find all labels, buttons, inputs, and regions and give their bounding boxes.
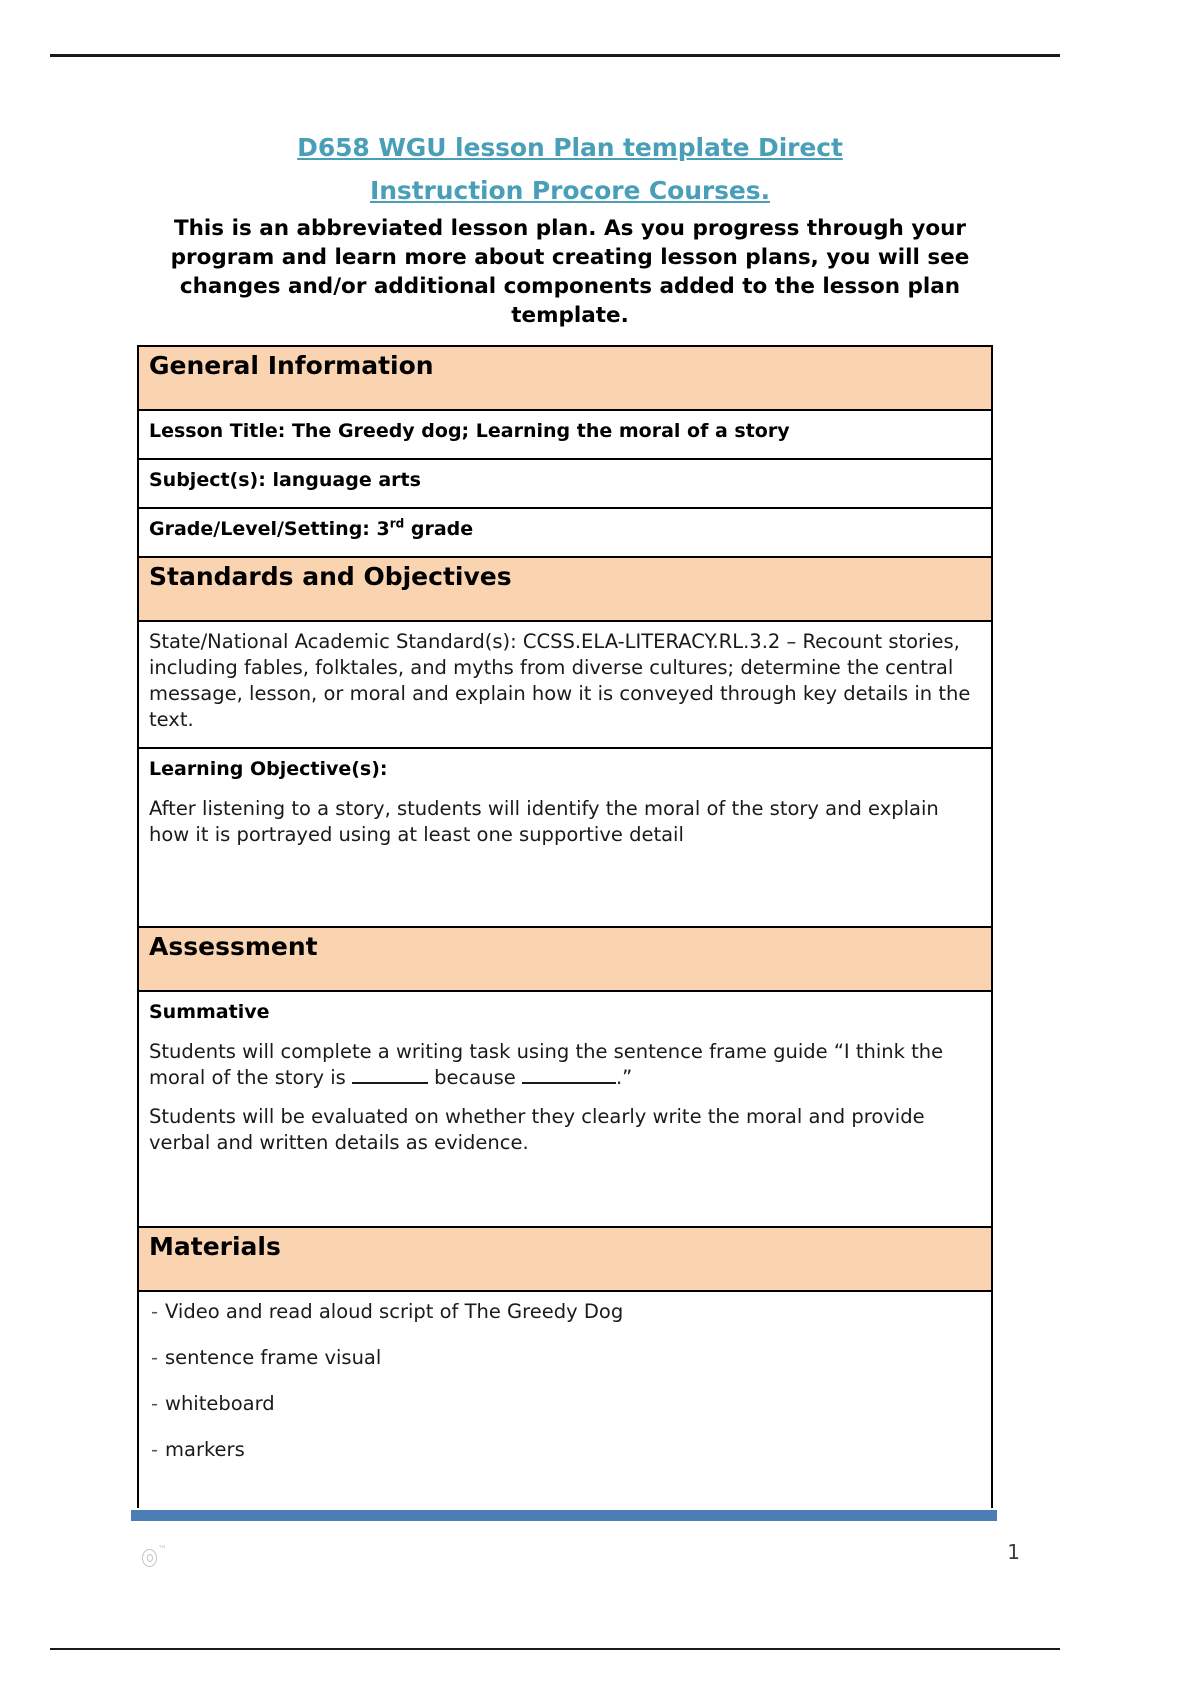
summative-cell [138, 991, 992, 1227]
section-header-assessment [138, 927, 992, 991]
grade-label: Grade/Level/Setting: 3 [149, 518, 390, 540]
table-row-lesson-title [138, 410, 992, 459]
page-number: 1 [1007, 1540, 1020, 1564]
section-header-standards-and-objectives [138, 557, 992, 621]
materials-list [149, 1299, 981, 1463]
subjects-cell [138, 459, 992, 508]
material-label: markers [165, 1438, 245, 1461]
materials-cell [138, 1291, 992, 1516]
table-row-materials-list [138, 1291, 992, 1516]
material-label: whiteboard [165, 1392, 275, 1415]
lesson-plan-table [137, 345, 993, 1517]
table-row-general-information-header [138, 346, 992, 410]
header-divider [50, 54, 1060, 57]
grade-suffix: grade [404, 518, 474, 540]
learning-objective-label: Learning Objective(s): [149, 758, 388, 780]
dash-bullet-icon: - [151, 1346, 159, 1369]
grade-level-setting-text [149, 516, 981, 542]
logo-mark-icon [142, 1549, 157, 1567]
summative-sentence-frame [149, 1039, 981, 1091]
table-row-grade-level-setting [138, 508, 992, 557]
learning-objective-cell [138, 748, 992, 927]
list-item [149, 1391, 981, 1417]
learning-objective-text: After listening to a story, students will identify the moral of the story and explain how it is portrayed using at least one supportive detail [149, 797, 939, 846]
document-title-line-2: Instruction Procore Courses. [370, 176, 770, 205]
footer-accent-bar [131, 1508, 997, 1521]
list-item [149, 1345, 981, 1371]
footer-divider [50, 1648, 1060, 1650]
sentence-frame-blank-1 [352, 1067, 428, 1084]
grade-level-setting-cell [138, 508, 992, 557]
dash-bullet-icon: - [151, 1392, 159, 1415]
trademark-symbol: ™ [158, 1545, 167, 1555]
dash-bullet-icon: - [151, 1438, 159, 1461]
summative-text-part-1: Students will complete a writing task using the sentence frame guide “I think the moral of the story is [149, 1040, 944, 1089]
material-label: sentence frame visual [165, 1346, 382, 1369]
document-title [150, 126, 990, 212]
table-row-summative [138, 991, 992, 1227]
material-label: Video and read aloud script of The Greedy Dog [165, 1300, 624, 1323]
table-row-materials-header [138, 1227, 992, 1291]
table-row-assessment-header [138, 927, 992, 991]
list-item [149, 1299, 981, 1325]
lesson-title-cell [138, 410, 992, 459]
section-header-label: General Information [149, 351, 434, 380]
table-row-learning-objective [138, 748, 992, 927]
dash-bullet-icon: - [151, 1300, 159, 1323]
state-standard-text: State/National Academic Standard(s): CCSS.ELA-LITERACY.RL.3.2 – Recount stories, including fables, folktales, and myths from diverse cultures; determine the central message, lesson, or moral and explain how it is conveyed through key details in the text. [149, 630, 971, 731]
document-title-line-1: D658 WGU lesson Plan template Direct [297, 133, 843, 162]
table-row-standards-objectives-header [138, 557, 992, 621]
section-header-label: Materials [149, 1232, 281, 1261]
table-row-subjects [138, 459, 992, 508]
table-row-state-standard [138, 621, 992, 748]
subjects-text: Subject(s): language arts [149, 469, 421, 491]
summative-label: Summative [149, 1001, 270, 1023]
intro-paragraph: This is an abbreviated lesson plan. As you progress through your program and learn more about creating lesson plans, you will see changes and/or additional components added to the lesson plan template. [170, 216, 970, 328]
summative-text-part-3: .” [615, 1066, 633, 1089]
section-header-label: Assessment [149, 932, 318, 961]
grade-ordinal: rd [389, 516, 405, 531]
organization-logo [142, 1545, 182, 1571]
summative-evaluation-text: Students will be evaluated on whether they clearly write the moral and provide verbal and written details as evidence. [149, 1105, 925, 1154]
list-item [149, 1437, 981, 1463]
sentence-frame-blank-2 [522, 1067, 616, 1084]
lesson-title-text: Lesson Title: The Greedy dog; Learning the moral of a story [149, 420, 790, 442]
summative-text-part-2: because [427, 1066, 522, 1089]
state-standard-cell [138, 621, 992, 748]
section-header-general-information [138, 346, 992, 410]
section-header-label: Standards and Objectives [149, 562, 512, 591]
section-header-materials [138, 1227, 992, 1291]
summative-body [149, 1039, 981, 1156]
